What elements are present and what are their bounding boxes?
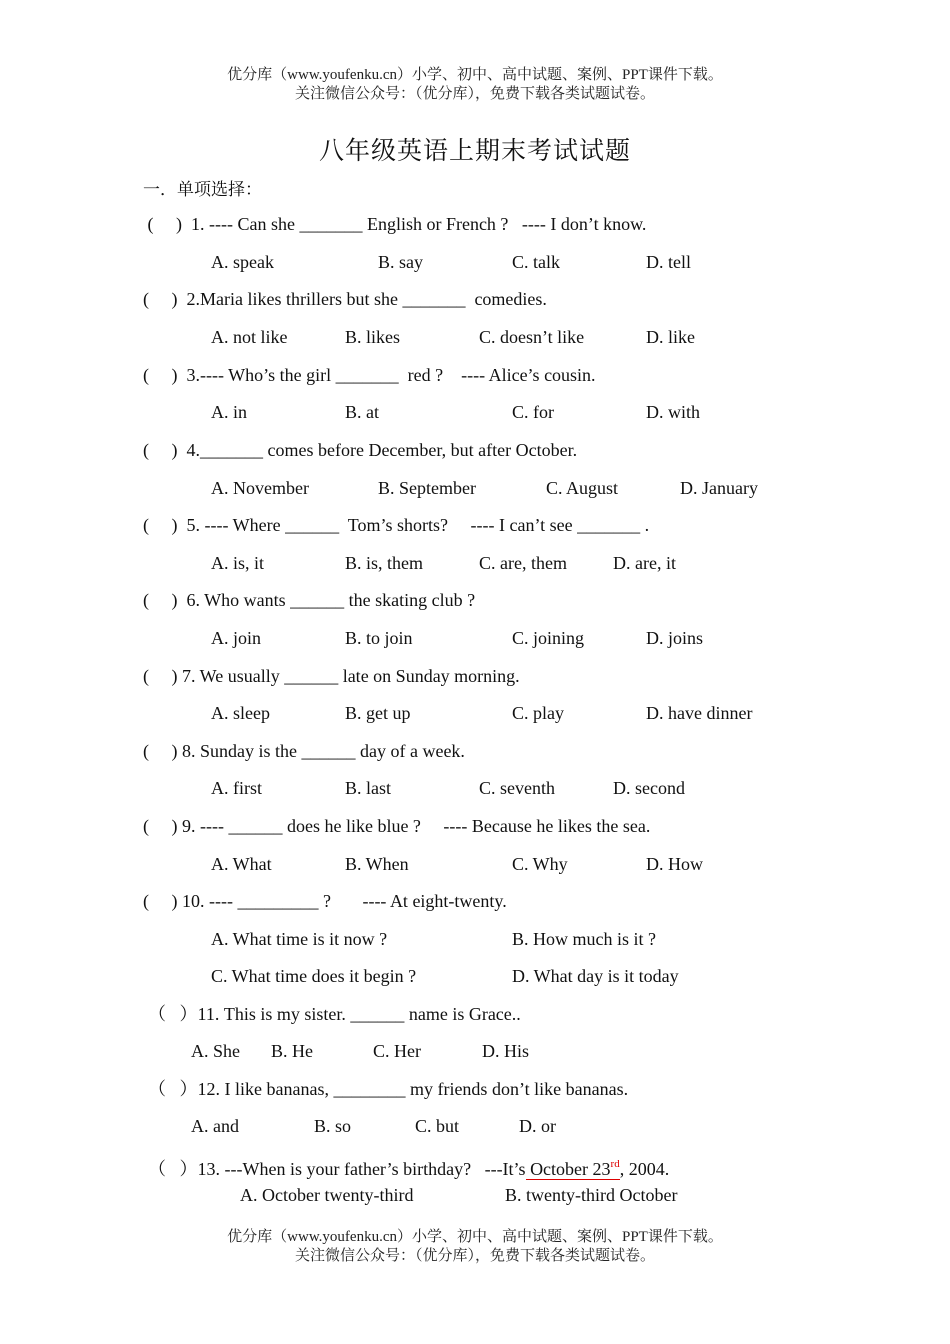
question-7: ( ) 7. We usually ______ late on Sunday morning. [143,666,520,686]
q13-underlined-date [526,1159,620,1180]
q12-option-d: D. or [519,1116,556,1136]
q8-option-a: A. first [211,778,262,798]
q11-option-d: D. His [482,1041,530,1061]
question-10: ( ) 10. ---- _________ ? ---- At eight-twenty. [143,891,507,911]
q2-option-c: C. doesn’t like [479,327,585,347]
q10-option-a: A. What time is it now ? [211,929,388,949]
q2-option-a: A. not like [211,327,288,347]
q5-option-d: D. are, it [613,553,676,573]
q13-option-b: B. twenty-third October [505,1185,678,1205]
question-13 [148,1153,669,1180]
q1-option-b: B. say [378,252,423,272]
q12-option-b: B. so [314,1116,352,1136]
header-line-1: 优分库（www.youfenku.cn）小学、初中、高中试题、案例、PPT课件下载。 [227,67,723,83]
question-8: ( ) 8. Sunday is the ______ day of a week. [143,741,465,761]
page-title: 八年级英语上期末考试试题 [318,138,631,165]
q9-option-b: B. When [345,854,409,874]
q11-option-c: C. Her [373,1041,421,1061]
q4-option-b: B. September [378,478,476,498]
q3-option-b: B. at [345,402,379,422]
q2-option-d: D. like [646,327,695,347]
q8-option-c: C. seventh [479,778,555,798]
q6-option-d: D. joins [646,628,704,648]
header-line-2: 关注微信公众号：（优分库），免费下载各类试题试卷。 [294,86,655,102]
section-heading: 一．单项选择： [143,180,262,199]
footer-line-2: 关注微信公众号：（优分库），免费下载各类试题试卷。 [294,1248,655,1264]
q13-stem-end: , 2004. [619,1159,670,1179]
q1-option-a: A. speak [211,252,274,272]
q1-option-c: C. talk [512,252,560,272]
q8-option-b: B. last [345,778,392,798]
q11-option-b: B. He [271,1041,313,1061]
question-9: ( ) 9. ---- ______ does he like blue ? ---- Because he likes the sea. [143,816,651,836]
q4-option-a: A. November [211,478,309,498]
q12-option-a: A. and [191,1116,239,1136]
q12-option-c: C. but [415,1116,460,1136]
question-2: ( ) 2.Maria likes thrillers but she _______ comedies. [143,289,547,309]
question-6: ( ) 6. Who wants ______ the skating club ? [143,590,476,610]
q8-option-d: D. second [613,778,685,798]
q10-option-b: B. How much is it ? [512,929,656,949]
q10-option-d: D. What day is it today [512,966,679,986]
q13-date: October 23 [525,1159,611,1179]
q11-option-a: A. She [191,1041,240,1061]
q6-option-b: B. to join [345,628,413,648]
q4-option-c: C. August [546,478,619,498]
q6-option-c: C. joining [512,628,585,648]
q1-option-d: D. tell [646,252,691,272]
q9-option-d: D. How [646,854,703,874]
q7-option-d: D. have dinner [646,703,753,723]
q6-option-a: A. join [211,628,262,648]
q5-option-b: B. is, them [345,553,424,573]
question-12: （ ）12. I like bananas, ________ my friends don’t like bananas. [148,1079,629,1099]
q13-superscript: rd [610,1158,620,1170]
q9-option-c: C. Why [512,854,568,874]
question-1: ( ) 1. ---- Can she _______ English or French ? ---- I don’t know. [143,214,647,234]
q13-stem-start: （ ）13. ---When is your father’s birthday? ---It’s [148,1159,526,1179]
question-11: （ ）11. This is my sister. ______ name is Grace.. [148,1004,521,1024]
q2-option-b: B. likes [345,327,401,347]
q9-option-a: A. What [211,854,272,874]
q10-option-c: C. What time does it begin ? [211,966,417,986]
footer-line-1: 优分库（www.youfenku.cn）小学、初中、高中试题、案例、PPT课件下载。 [227,1229,723,1245]
q3-option-d: D. with [646,402,700,422]
q7-option-a: A. sleep [211,703,270,723]
q3-option-c: C. for [512,402,554,422]
q3-option-a: A. in [211,402,247,422]
question-3: ( ) 3.---- Who’s the girl _______ red ? ---- Alice’s cousin. [143,365,596,385]
question-4: ( ) 4._______ comes before December, but after October. [143,440,578,460]
q5-option-a: A. is, it [211,553,265,573]
q5-option-c: C. are, them [479,553,567,573]
q7-option-b: B. get up [345,703,411,723]
q7-option-c: C. play [512,703,564,723]
q13-option-a: A. October twenty-third [240,1185,414,1205]
q4-option-d: D. January [680,478,758,498]
question-5: ( ) 5. ---- Where ______ Tom’s shorts? ---- I can’t see _______ . [143,515,650,535]
